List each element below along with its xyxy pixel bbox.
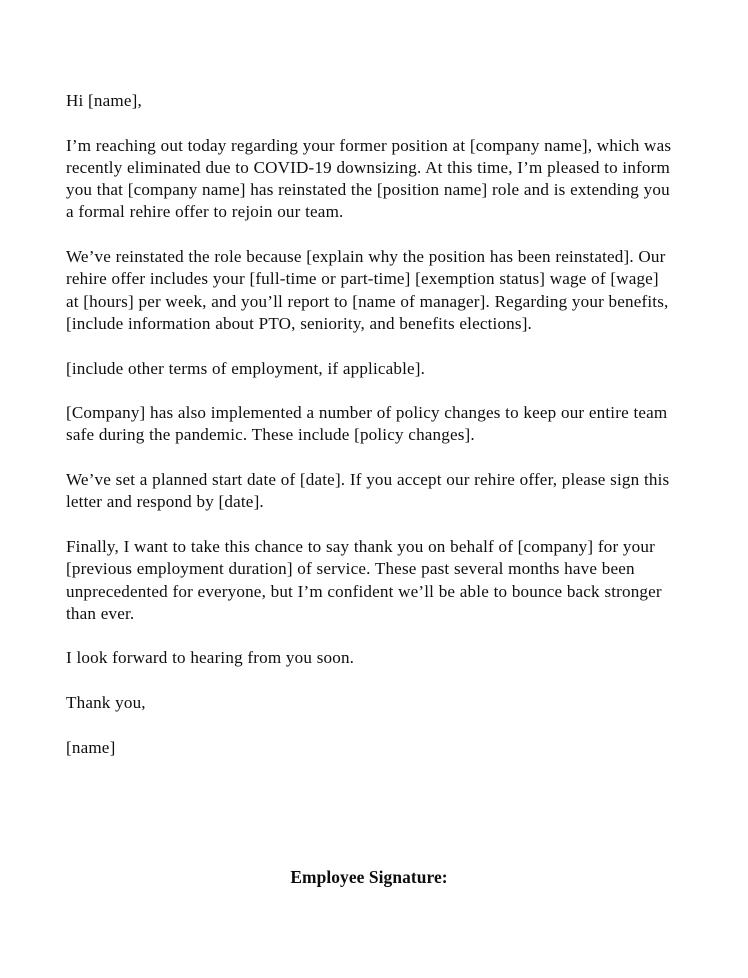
paragraph-offer-terms: We’ve reinstated the role because [explain why the position has been reinstated]. Our rehire offer includes your [full-time or part-time] [exemption status] wage of [wage] at [hours] per week, and you’ll report to [name of manager]. Regarding your benefits, [include information about PTO, seniority, and benefits elections]. [66,247,669,333]
paragraph-salutation: Hi [name], [66,91,142,110]
paragraph-other-terms: [include other terms of employment, if applicable]. [66,358,426,378]
paragraph-signoff: Thank you, [66,693,146,713]
signature-block [66,866,672,888]
employee-signature-label: Employee Signature: [290,867,448,887]
paragraph-policy-changes: [Company] has also implemented a number of policy changes to keep our entire team safe during the pandemic. These include [policy changes]. [66,403,668,445]
paragraph-intro: I’m reaching out today regarding your former position at [company name], which was recently eliminated due to COVID-19 downsizing. At this time, I’m pleased to inform you that [company name] has reinstated the [position name] role and is extending you a formal rehire offer to rejoin our team. [66,135,672,222]
letter-body [66,90,672,759]
paragraph-thanks: Finally, I want to take this chance to say thank you on behalf of [company] for your [previous employment duration] of service. These past several months have been unprecedented for everyone, but I’m confident we’ll be able to bounce back stronger than ever. [66,536,662,623]
paragraph-sender-name: [name] [66,737,116,757]
paragraph-closing-note: I look forward to hearing from you soon. [66,648,355,668]
paragraph-start-date: We’ve set a planned start date of [date]. If you accept our rehire offer, please sign this letter and respond by [date]. [66,470,670,512]
